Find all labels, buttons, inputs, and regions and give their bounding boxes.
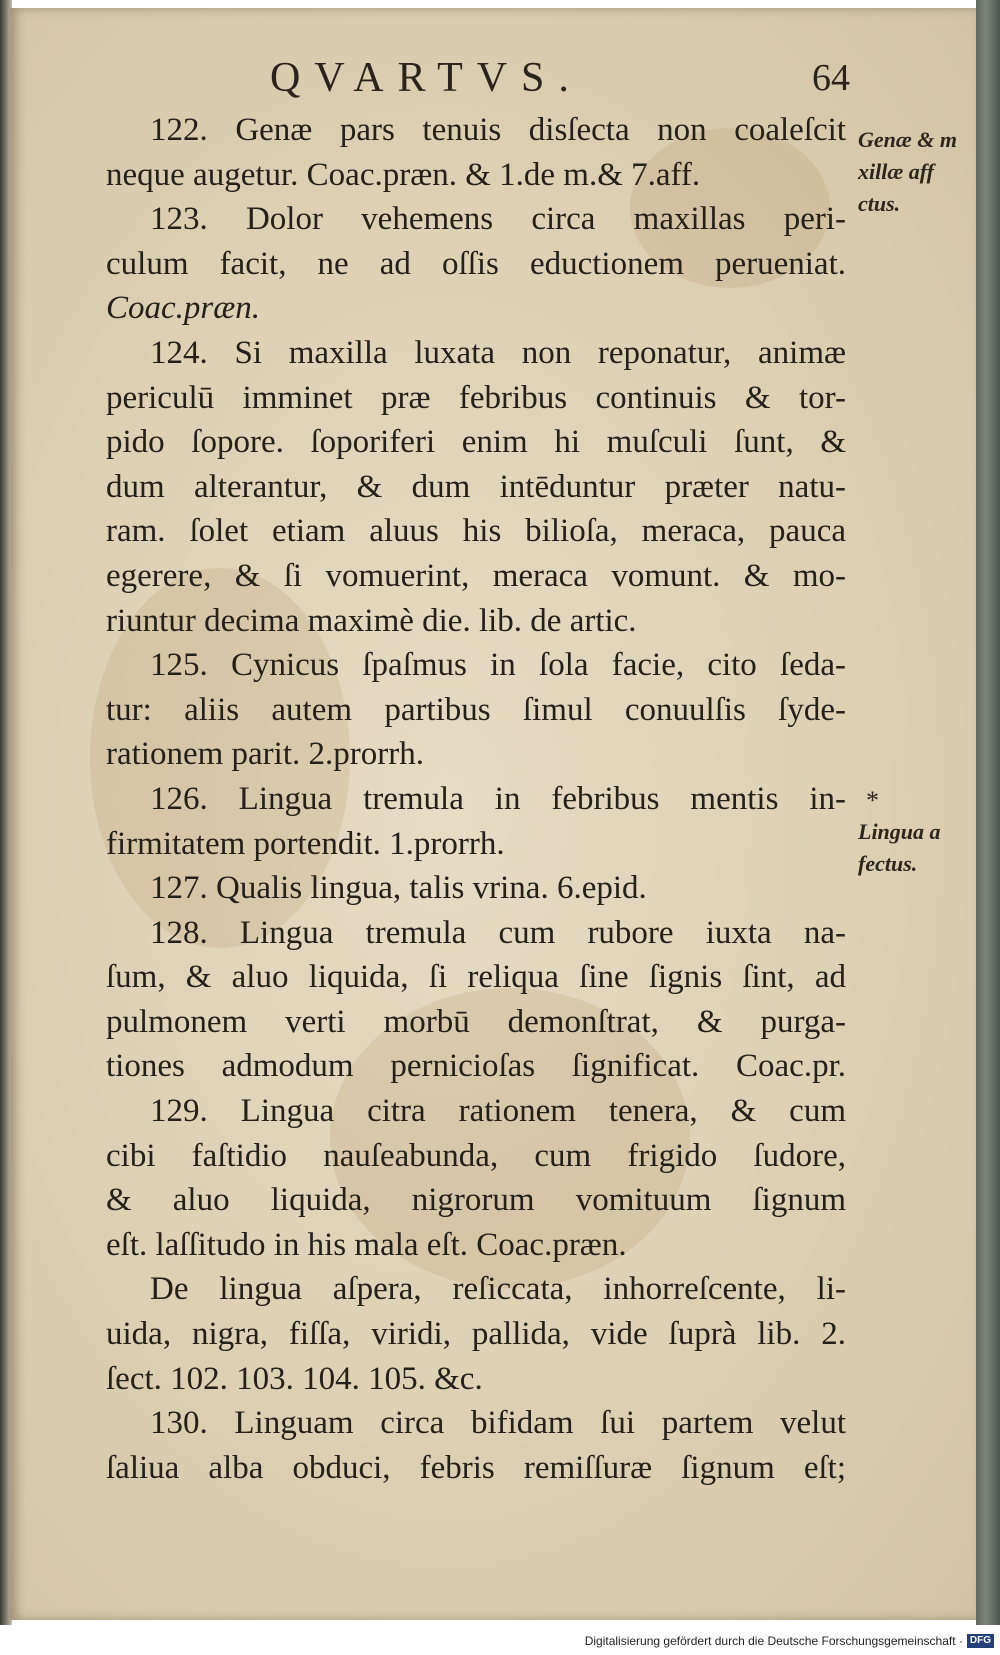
text-line: ſum, & aluo liquida, ſi reliqua ſine ſignis ſint, ad (106, 959, 846, 996)
margin-note-line: ctus. (858, 191, 901, 216)
margin-asterisk: * (866, 786, 879, 815)
text-line: 124. Si maxilla luxata non reponatur, animæ (150, 334, 846, 371)
text-line: pido ſopore. ſoporiferi enim hi muſculi ſunt, & (106, 424, 846, 461)
text-line: uida, nigra, fiſſa, viridi, pallida, vide ſuprà lib. 2. (106, 1316, 846, 1353)
text-line: 130. Linguam circa bifidam ſui partem velut (150, 1405, 846, 1442)
book-cover-edge (976, 0, 1000, 1625)
text-line: periculū imminet præ febribus continuis & tor- (106, 379, 846, 416)
text-line: rationem parit. 2.prorrh. (106, 736, 424, 773)
margin-note-line: Genæ & m (858, 127, 957, 152)
margin-note-lingua (858, 816, 941, 880)
credit-text: Digitalisierung gefördert durch die Deutsche Forschungsgemeinschaft · (584, 1634, 963, 1648)
text-line: riuntur decima maximè die. lib. de artic. (106, 602, 637, 639)
text-line: Coac.præn. (106, 290, 261, 327)
text-line: dum alterantur, & dum intēduntur præter natu- (106, 468, 846, 505)
text-line: culum facit, ne ad oſſis eductionem perueniat. (106, 245, 846, 282)
text-line: 126. Lingua tremula in febribus mentis in- (150, 780, 846, 817)
digitization-credit (585, 1630, 994, 1652)
margin-note-genae (858, 124, 957, 220)
margin-note-line: Lingua a (858, 819, 941, 844)
text-line: tiones admodum pernicioſas ſignificat. Coac.pr. (106, 1048, 846, 1085)
text-line: ſaliua alba obduci, febris remiſſuræ ſignum eſt; (106, 1449, 846, 1486)
text-line: 122. Genæ pars tenuis disſecta non coaleſcit (150, 112, 846, 148)
text-line: 129. Lingua citra rationem tenera, & cum (150, 1093, 846, 1130)
text-line: pulmonem verti morbū demonſtrat, & purga- (106, 1003, 846, 1040)
text-line: 125. Cynicus ſpaſmus in ſola facie, cito ſeda- (150, 647, 846, 684)
page-header (270, 54, 850, 102)
text-line: eſt. laſſitudo in his mala eſt. Coac.præn. (106, 1226, 627, 1263)
text-line: tur: aliis autem partibus ſimul conuulſis ſyde- (106, 691, 846, 728)
text-line: 123. Dolor vehemens circa maxillas peri- (150, 201, 846, 238)
text-line: ſect. 102. 103. 104. 105. &c. (106, 1360, 483, 1397)
text-line: neque augetur. Coac.præn. & 1.de m.& 7.aff. (106, 156, 701, 193)
margin-note-line: xillæ aff (858, 159, 934, 184)
text-line: 127. Qualis lingua, talis vrina. 6.epid. (150, 870, 647, 907)
text-line: & aluo liquida, nigrorum vomituum ſignum (106, 1182, 846, 1219)
text-line: 128. Lingua tremula cum rubore iuxta na- (150, 914, 846, 951)
page-number: 64 (812, 57, 850, 99)
text-line: egerere, & ſi vomuerint, meraca vomunt. & mo- (106, 557, 846, 594)
margin-note-line: fectus. (858, 851, 918, 876)
running-head: QVARTVS. (270, 55, 583, 101)
text-line: cibi faſtidio nauſeabunda, cum frigido ſudore, (106, 1137, 846, 1174)
text-line: firmitatem portendit. 1.prorrh. (106, 825, 505, 862)
dfg-logo: DFG (967, 1634, 994, 1648)
text-line: ram. ſolet etiam aluus his bilioſa, meraca, pauca (106, 513, 846, 550)
text-line: De lingua aſpera, reſiccata, inhorreſcente, li- (150, 1271, 846, 1308)
body-text (106, 108, 846, 1490)
